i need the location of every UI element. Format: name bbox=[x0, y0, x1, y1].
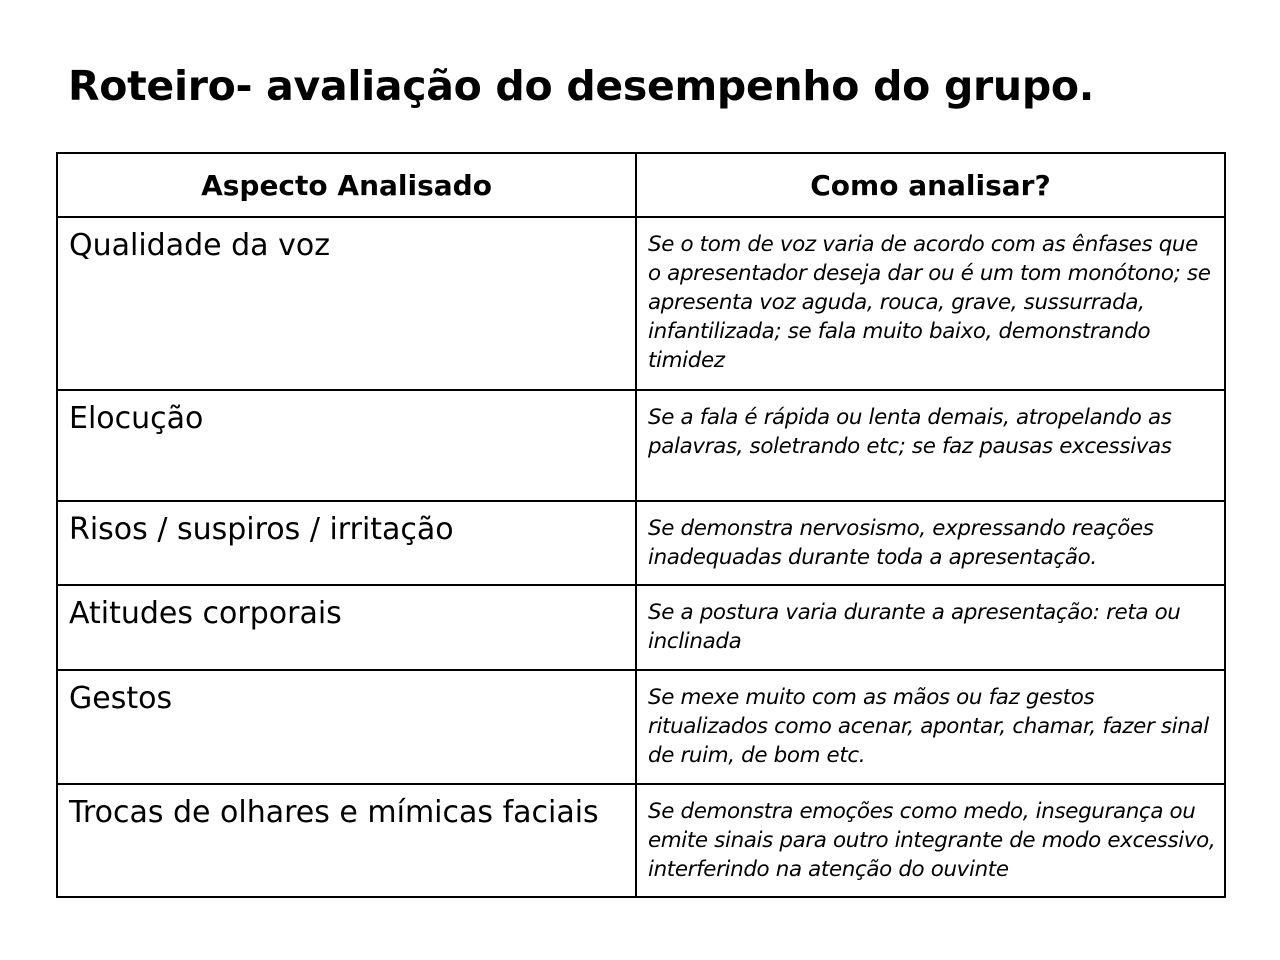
aspect-cell: Qualidade da voz bbox=[57, 217, 636, 390]
how-cell: Se demonstra emoções como medo, insegurança ou emite sinais para outro integrante de modo excessivo, interferindo na atenção do ouvinte bbox=[636, 784, 1225, 897]
table-row bbox=[57, 501, 1225, 585]
table-row bbox=[57, 585, 1225, 670]
how-cell: Se demonstra nervosismo, expressando reações inadequadas durante toda a apresentação. bbox=[636, 501, 1225, 585]
how-cell: Se a postura varia durante a apresentação: reta ou inclinada bbox=[636, 585, 1225, 670]
how-cell: Se mexe muito com as mãos ou faz gestos ritualizados como acenar, apontar, chamar, fazer sinal de ruim, de bom etc. bbox=[636, 670, 1225, 784]
header-aspect: Aspecto Analisado bbox=[57, 153, 636, 217]
table-row bbox=[57, 784, 1225, 897]
aspect-cell: Gestos bbox=[57, 670, 636, 784]
aspect-cell: Atitudes corporais bbox=[57, 585, 636, 670]
table-header-row bbox=[57, 153, 1225, 217]
how-cell: Se a fala é rápida ou lenta demais, atropelando as palavras, soletrando etc; se faz pausas excessivas bbox=[636, 390, 1225, 501]
aspect-cell: Trocas de olhares e mímicas faciais bbox=[57, 784, 636, 897]
how-cell: Se o tom de voz varia de acordo com as ênfases que o apresentador deseja dar ou é um tom monótono; se apresenta voz aguda, rouca, grave, sussurrada, infantilizada; se fala muito baixo, demonstrando timidez bbox=[636, 217, 1225, 390]
evaluation-table bbox=[56, 152, 1226, 898]
header-how: Como analisar? bbox=[636, 153, 1225, 217]
table-row bbox=[57, 390, 1225, 501]
table-row bbox=[57, 217, 1225, 390]
aspect-cell: Risos / suspiros / irritação bbox=[57, 501, 636, 585]
table-row bbox=[57, 670, 1225, 784]
aspect-cell: Elocução bbox=[57, 390, 636, 501]
page-title: Roteiro- avaliação do desempenho do grupo. bbox=[68, 62, 1095, 110]
